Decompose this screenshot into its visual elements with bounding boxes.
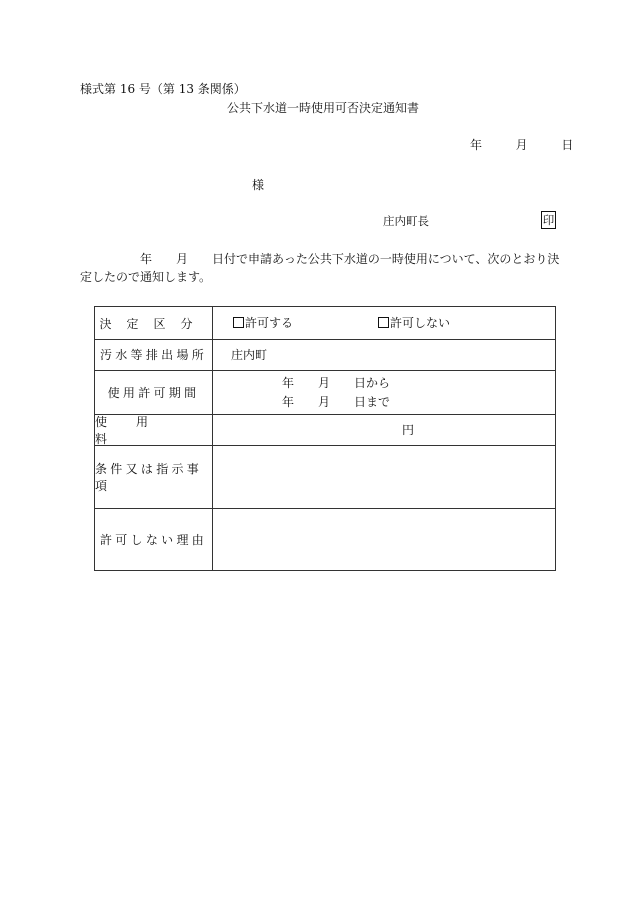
permit-option-label: 許可する	[245, 316, 294, 330]
addressee-honorific: 様	[252, 178, 265, 192]
deny-option[interactable]	[378, 316, 450, 330]
decision-table	[94, 306, 556, 571]
deny-checkbox[interactable]	[378, 317, 389, 328]
decision-label: 決定区分	[99, 316, 208, 331]
usage-fee-label: 使用料	[95, 414, 178, 446]
body-text-line-1: 年 月 日付で申請あった公共下水道の一時使用について、次のとおり決	[140, 252, 560, 266]
deny-option-label: 許可しない	[390, 316, 451, 330]
issue-date	[470, 138, 573, 152]
discharge-location-label: 汚水等排出場所	[99, 348, 208, 362]
day-label: 日	[561, 138, 574, 152]
usage-period-label: 使用許可期間	[107, 385, 200, 400]
form-number: 様式第 16 号（第 13 条関係）	[80, 82, 246, 96]
document-title: 公共下水道一時使用可否決定通知書	[227, 101, 420, 115]
permit-checkbox[interactable]	[233, 317, 244, 328]
year-label: 年	[470, 138, 483, 152]
period-start: 年 月 日から	[282, 376, 391, 390]
denial-reason-field[interactable]	[213, 509, 555, 570]
body-text-line-2: 定したので通知します。	[80, 270, 212, 284]
discharge-location-value: 庄内町	[231, 348, 268, 362]
month-label: 月	[515, 138, 528, 152]
conditions-field[interactable]	[213, 446, 555, 507]
conditions-label: 条件又は指示事項	[95, 461, 203, 493]
fee-unit: 円	[402, 423, 415, 437]
seal-mark: 印	[542, 213, 555, 227]
permit-option[interactable]	[233, 316, 293, 330]
issuer-name: 庄内町長	[383, 214, 429, 228]
denial-reason-label: 許可しない理由	[99, 533, 208, 547]
period-end: 年 月 日まで	[282, 395, 391, 409]
